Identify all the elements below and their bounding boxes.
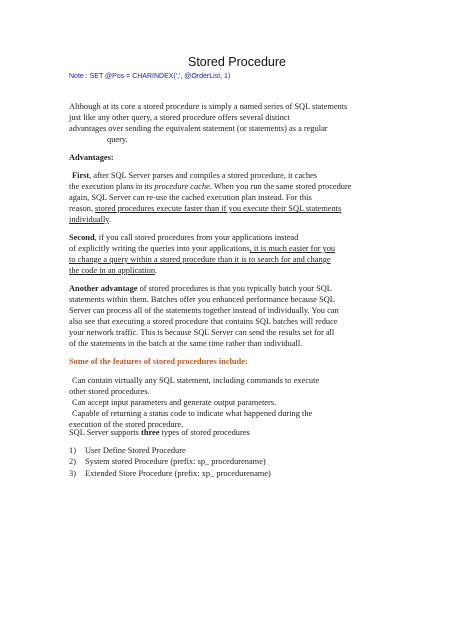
another-line-1-text: of stored procedures is that you typically batch your SQL xyxy=(137,284,332,293)
second-line-3 xyxy=(69,254,331,265)
feature-line-5: execution of the stored procedure. xyxy=(69,420,184,429)
second-line-4 xyxy=(69,265,157,276)
procedure-cache-term: procedure cache xyxy=(154,182,210,191)
first-line-4-underlined: stored procedures execute faster than if you execute their SQL statements xyxy=(95,204,342,213)
first-line-4 xyxy=(69,203,341,214)
first-line-3: again, SQL Server can re-use the cached execution plan instead. For this xyxy=(69,193,312,202)
first-line-5-post: . xyxy=(108,215,112,224)
features-heading: Some of the features of stored procedures include: xyxy=(69,357,248,366)
first-line-2-post: . When you run the same stored procedure xyxy=(209,182,352,191)
first-line-2-pre: the execution plans in its xyxy=(69,182,155,191)
list-item xyxy=(69,456,271,467)
second-line-1 xyxy=(69,232,298,243)
second-line-2-underlined: , it is much easier for you xyxy=(249,244,336,253)
list-item xyxy=(69,445,271,456)
intro-line-4: query. xyxy=(107,135,128,144)
second-lead: Second xyxy=(69,233,95,242)
list-item-text: System stored Procedure (prefix: sp_ procedurename) xyxy=(85,457,266,467)
list-number: 2) xyxy=(69,457,76,467)
first-lead: First xyxy=(72,171,90,180)
second-line-2 xyxy=(69,243,335,254)
page-title: Stored Procedure xyxy=(188,55,286,69)
first-line-2 xyxy=(69,181,352,192)
second-line-4-underlined: the code in an application xyxy=(69,266,156,275)
supports-line xyxy=(69,427,250,438)
list-item-text: User Define Stored Procedure xyxy=(85,446,186,455)
feature-line-3: Can accept input parameters and generate output parameters. xyxy=(72,398,277,407)
second-line-4-post: . xyxy=(155,266,158,275)
first-line-4-pre: reason, xyxy=(69,204,96,213)
supports-pre: SQL Server supports xyxy=(69,428,142,437)
second-line-2-pre: of explicitly writing the queries into your applications xyxy=(69,244,250,253)
another-line-2: statements within them. Batches offer you enhanced performance because SQL xyxy=(69,295,335,304)
first-line-5 xyxy=(69,214,111,225)
second-line-1-text: , if you call stored procedures from your applications instead xyxy=(94,233,299,242)
feature-line-1: Can contain virtually any SQL statement, including commands to execute xyxy=(72,376,320,385)
another-line-3: Server can process all of the statements together instead of individually. You can xyxy=(69,306,339,315)
list-number: 3) xyxy=(69,468,76,478)
intro-line-1: Although at its core a stored procedure is simply a named series of SQL statements xyxy=(69,102,348,111)
advantages-heading: Advantages: xyxy=(69,153,114,162)
first-line-5-underlined: individually xyxy=(69,215,109,224)
supports-count: three xyxy=(141,428,160,437)
second-line-3-underlined: to change a query within a stored procedure than it is to search for and change xyxy=(69,255,331,264)
another-lead: Another advantage xyxy=(69,284,138,293)
first-line-1 xyxy=(72,170,317,181)
supports-post: types of stored procedures xyxy=(159,428,250,437)
another-line-4: also see that executing a stored procedure that contains SQL batches will reduce xyxy=(69,317,338,326)
list-number: 1) xyxy=(69,446,76,455)
intro-line-2: just like any other query, a stored procedure offers several distinct xyxy=(69,113,290,122)
feature-line-2: other stored procedures. xyxy=(69,387,150,396)
intro-line-3: advantages over sending the equivalent statement (or statements) as a regular xyxy=(69,124,328,133)
code-note: Note : SET @Pos = CHARINDEX(',', @OrderList, 1) xyxy=(69,73,231,80)
first-line-1-text: , after SQL Server parses and compiles a stored procedure, it caches xyxy=(89,171,318,180)
list-item xyxy=(69,468,271,479)
procedure-types-list xyxy=(69,445,271,479)
another-line-6: of the statements in the batch at the same time rather than individuall. xyxy=(69,339,303,348)
another-line-5: your network traffic. This is because SQL Server can send the results set for all xyxy=(69,328,335,337)
feature-line-4: Capable of returning a status code to indicate what happened during the xyxy=(72,409,313,418)
another-line-1 xyxy=(69,283,332,294)
list-item-text: Extended Store Procedure (prefix: xp_ procedurename) xyxy=(85,468,271,478)
